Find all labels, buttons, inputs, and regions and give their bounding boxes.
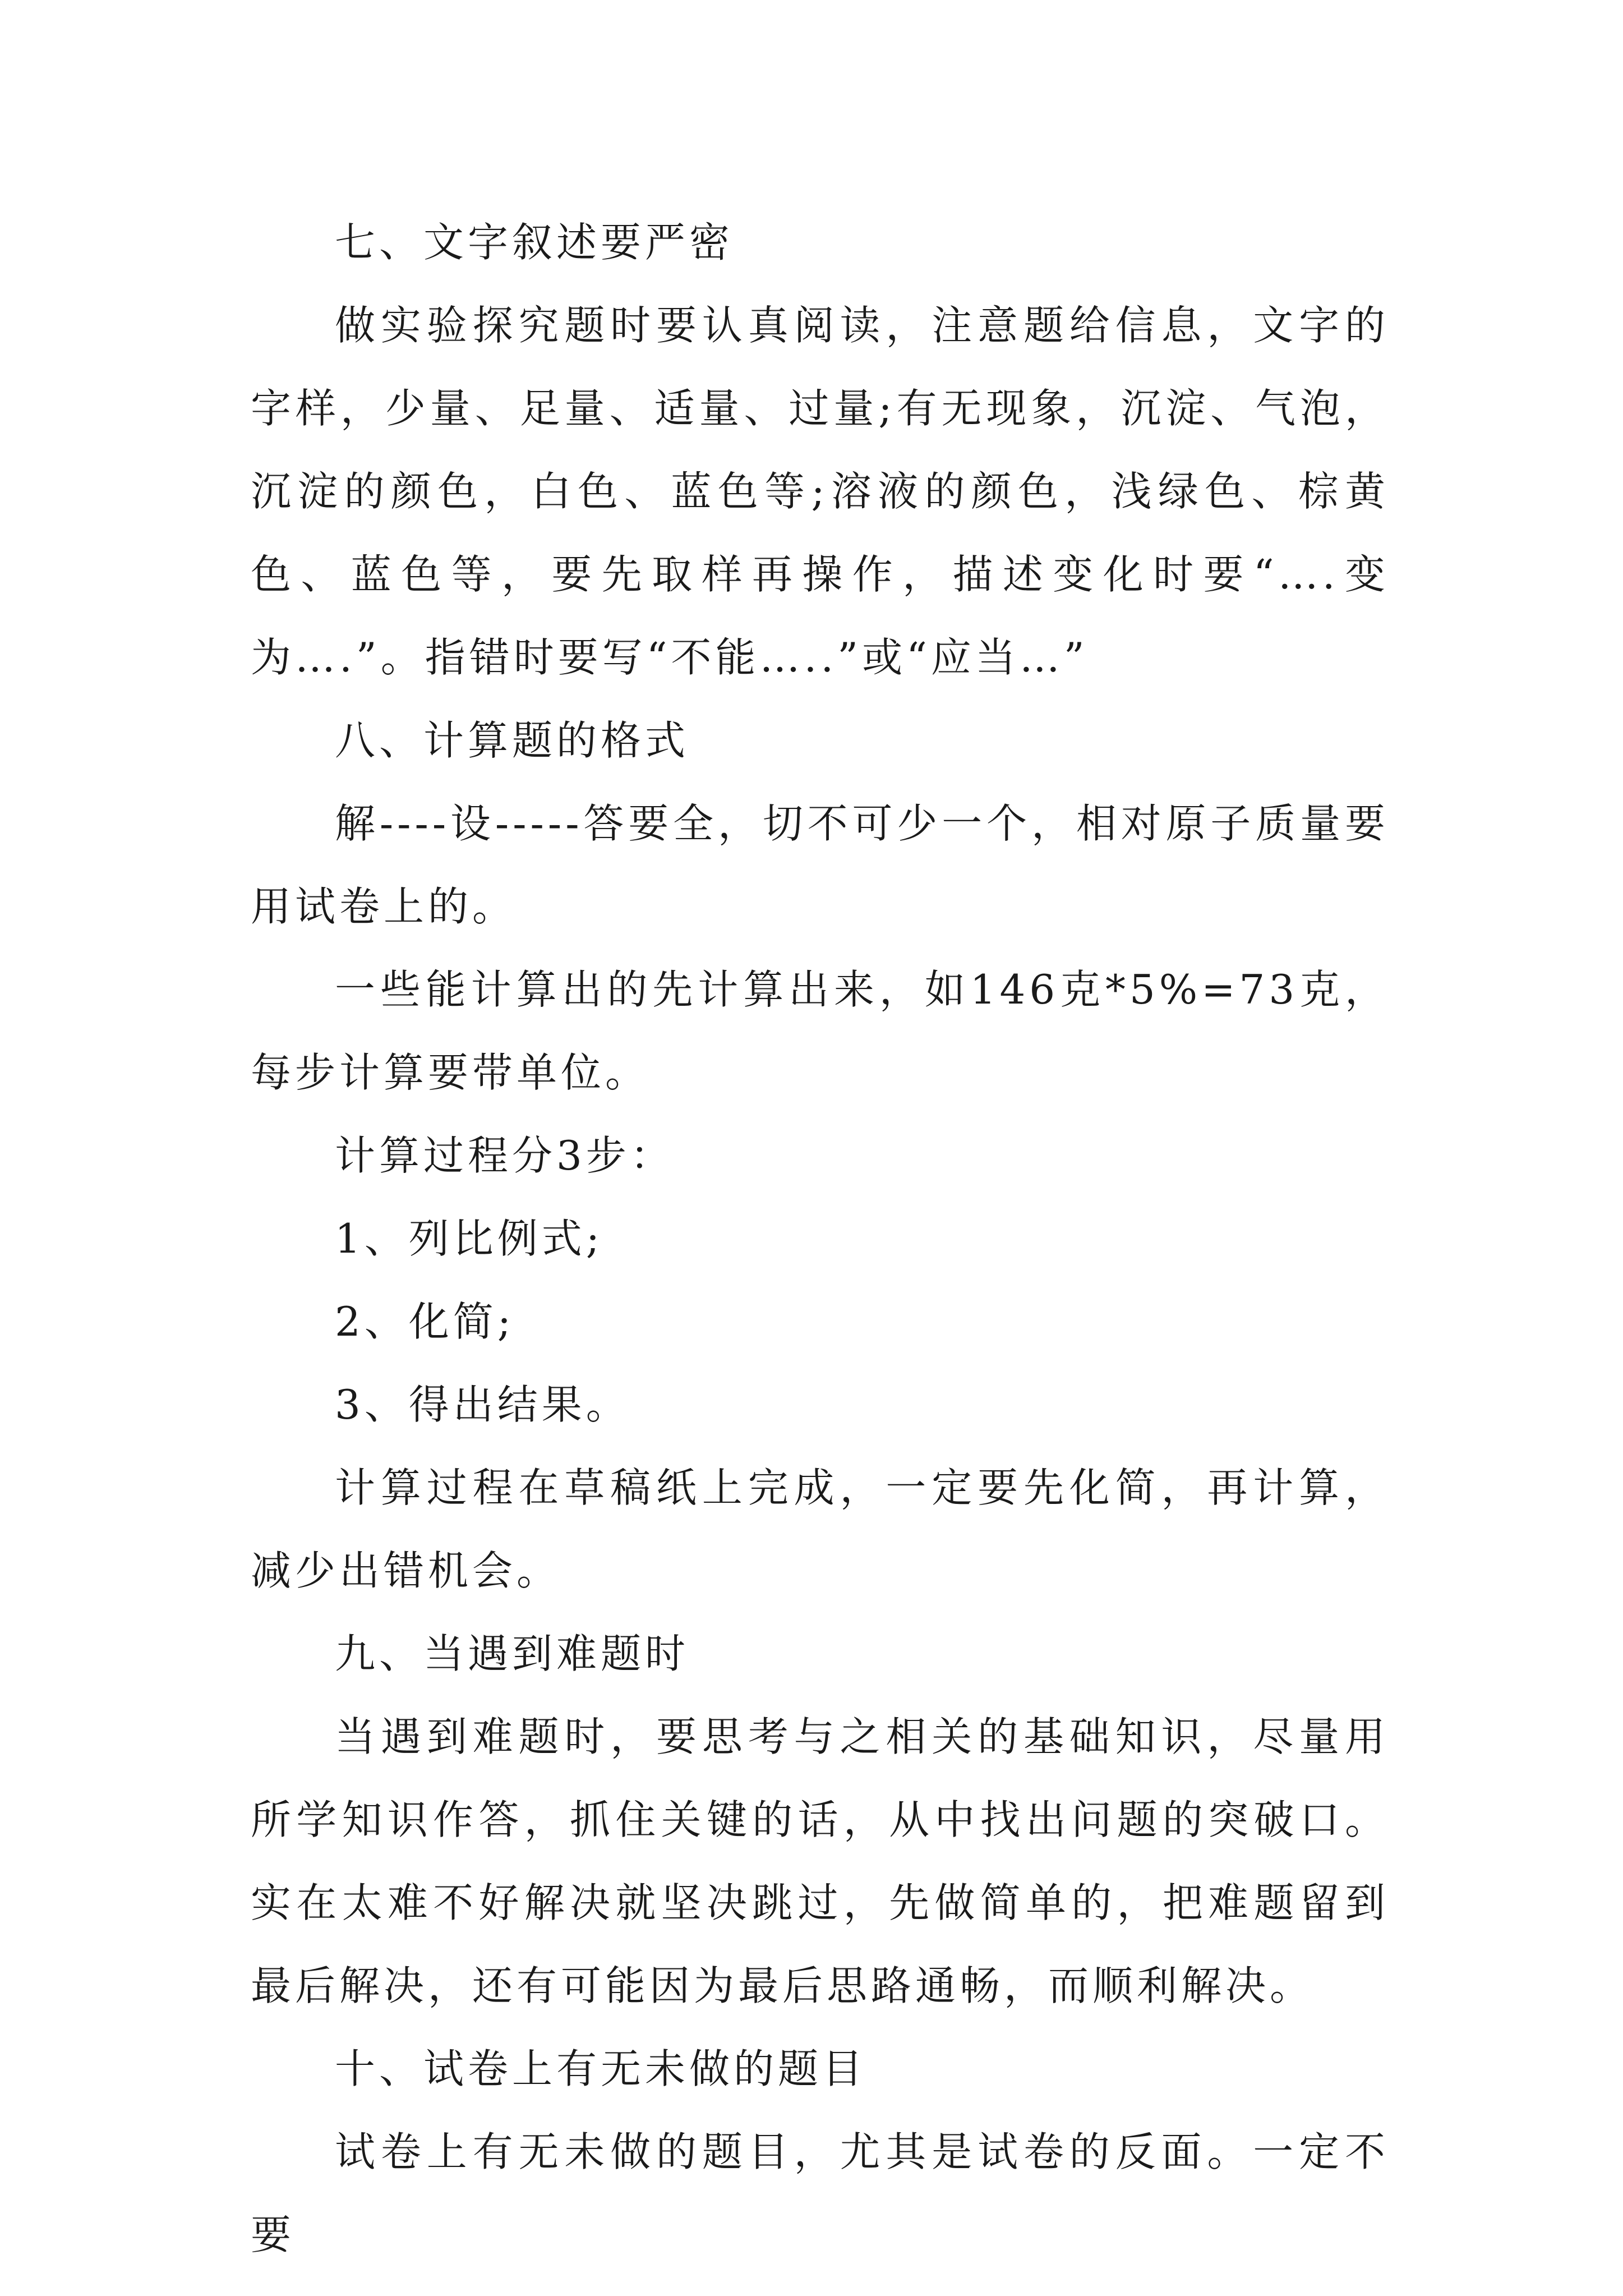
paragraph: 解----设-----答要全，切不可少一个，相对原子质量要用试卷上的。 (251, 800, 1389, 930)
list-item: 3、得出结果。 (335, 1381, 630, 1428)
paragraph: 试卷上有无未做的题目，尤其是试卷的反面。一定不要 (251, 2128, 1389, 2258)
paragraph: 计算过程分3步： (335, 1132, 675, 1179)
paragraph: 做实验探究题时要认真阅读，注意题给信息，文字的字样，少量、足量、适量、过量;有无现象，沉淀、气泡，沉淀的颜色，白色、蓝色等;溶液的颜色，浅绿色、棕黄色、蓝色等，要先取样再操作，描述变化时要“….变为….”。指错时要写“不能…..”或“应当…” (251, 302, 1389, 681)
list-item: 1、列比例式; (335, 1215, 604, 1262)
list-item: 2、化简; (335, 1298, 515, 1345)
paragraph: 计算过程在草稿纸上完成，一定要先化简，再计算，减少出错机会。 (251, 1464, 1389, 1594)
document-body (251, 201, 1389, 2276)
section-heading-9: 九、当遇到难题时 (335, 1630, 690, 1677)
section-heading-10: 十、试卷上有无未做的题目 (335, 2045, 867, 2092)
paragraph: 当遇到难题时，要思考与之相关的基础知识，尽量用所学知识作答，抓住关键的话，从中找出问题的突破口。实在太难不好解决就坚决跳过，先做简单的，把难题留到最后解决，还有可能因为最后思路通畅，而顺利解决。 (251, 1713, 1389, 2009)
section-heading-8: 八、计算题的格式 (335, 717, 690, 764)
section-heading-7: 七、文字叙述要严密 (335, 219, 734, 266)
paragraph: 一些能计算出的先计算出来，如146克*5%=73克，每步计算要带单位。 (251, 966, 1389, 1096)
